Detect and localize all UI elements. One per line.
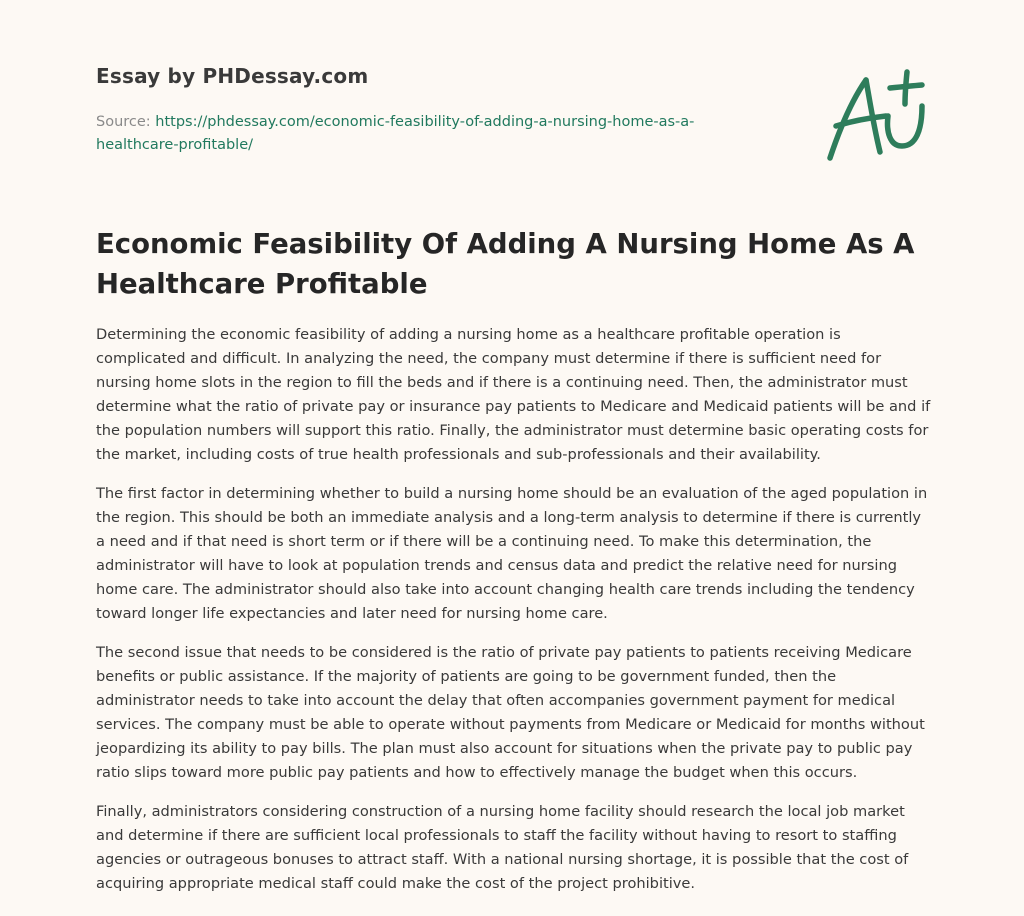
source-label: Source: (96, 114, 151, 130)
essay-title: Economic Feasibility Of Adding A Nursing Home As A Healthcare Profitable (96, 228, 915, 300)
essay-paragraph-3: The second issue that needs to be considered is the ratio of private pay patients to patients receiving Medicare benefits or public assistance. If the majority of patients are going to be government funded, then the administrator needs to take into account the delay that often accompanies government payment for medical services. The company must be able to operate without payments from Medicare or Medicaid for months without jeopardizing its ability to pay bills. The plan must also account for situations when the private pay to public pay ratio slips toward more public pay patients and how to effectively manage the budget when this occurs. (96, 644, 925, 781)
essay-paragraph-1: Determining the economic feasibility of adding a nursing home as a healthcare profitable operation is complicated and difficult. In analyzing the need, the company must determine if there is sufficient need for nursing home slots in the region to fill the beds and if there is a continuing need. Then, the administrator must determine what the ratio of private pay or insurance pay patients to Medicare and Medicaid patients will be and if the population numbers will support this ratio. Finally, the administrator must determine basic operating costs for the market, including costs of true health professionals and sub-professionals and their availability. (96, 326, 931, 463)
a-plus-logo-icon (822, 66, 930, 166)
source-line (96, 111, 736, 157)
essay-paragraph-2: The first factor in determining whether to build a nursing home should be an evaluation of the aged population in the region. This should be both an immediate analysis and a long-term analysis to determine if there is currently a need and if that need is short term or if there will be a continuing need. To make this determination, the administrator will have to look at population trends and census data and predict the relative need for nursing home care. The administrator should also take into account changing health care trends including the tendency toward longer life expectancies and later need for nursing home care. (96, 485, 928, 622)
site-title: Essay by PHDessay.com (96, 64, 369, 88)
essay-body (96, 323, 932, 911)
essay-paragraph-4: Finally, administrators considering construction of a nursing home facility should research the local job market and determine if there are sufficient local professionals to staff the facility without having to resort to staffing agencies or outrageous bonuses to attract staff. With a national nursing shortage, it is possible that the cost of acquiring appropriate medical staff could make the cost of the project prohibitive. (96, 803, 909, 892)
source-link[interactable]: https://phdessay.com/economic-feasibility-of-adding-a-nursing-home-as-a-healthcare-profitable/ (96, 114, 695, 153)
